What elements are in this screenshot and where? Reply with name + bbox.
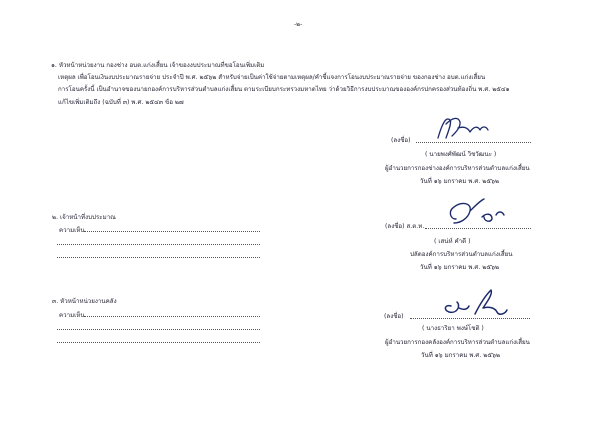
signer-name-1: ( นายพงศ์พัฒน์ วิชวัฒนะ )	[425, 151, 497, 158]
opinion-line	[57, 244, 260, 245]
signer-name-2: ( เสน่ห์ คำดี )	[434, 238, 471, 245]
section-2-opinion-label: ความเห็น	[59, 227, 85, 234]
signature-date-1: วันที่ ๑๖ มกราคม พ.ศ. ๒๕๖๒	[420, 178, 500, 185]
section-1-line-2: การโอนครั้งนี้ เป็นอำนาจของนายกองค์การบริหารส่วนตำบลแก่งเสี้ยน ตามระเบียบกระทรวงมหาดไทย ว่าด้วยวิธีการงบประมาณขององค์กรปกครองส่วนท้องถิ่น พ.ศ. ๒๕๔๑	[58, 86, 510, 94]
signer-position-1: ผู้อำนวยการกองช่างองค์การบริหารส่วนตำบลแก่งเสี้ยน	[385, 165, 530, 172]
signature-date-3: วันที่ ๑๖ มกราคม พ.ศ. ๒๕๖๒	[421, 352, 501, 359]
page-number: -๒-	[294, 21, 303, 28]
sign-label: (ลงชื่อ) ส.ต.ท.	[385, 223, 425, 230]
handwritten-signature-3	[435, 288, 515, 322]
section-1-line-3: แก้ไขเพิ่มเติมถึง (ฉบับที่ ๓) พ.ศ. ๒๕๔๓ ข้อ ๒๗	[58, 98, 184, 106]
opinion-line	[57, 342, 260, 343]
section-3-opinion-label: ความเห็น	[59, 312, 85, 319]
section-1-title: ๑. หัวหน้าหน่วยงาน กองช่าง อบต.แก่งเสี้ยน เจ้าของงบประมาณที่ขอโอนเพิ่มเติม	[51, 62, 265, 69]
sign-label: (ลงชื่อ)	[391, 137, 411, 144]
signer-position-3: ผู้อำนวยการกองคลังองค์การบริหารส่วนตำบลแก่งเสี้ยน	[385, 339, 530, 346]
section-2-title: ๒. เจ้าหน้าที่งบประมาณ	[52, 214, 116, 221]
section-3-title: ๓. หัวหน้าหน่วยงานคลัง	[52, 298, 117, 305]
signer-position-2: ปลัดองค์การบริหารส่วนตำบลแก่งเสี้ยน	[410, 251, 513, 258]
handwritten-signature-2	[442, 197, 508, 231]
section-1	[45, 60, 565, 109]
signature-date-2: วันที่ ๑๖ มกราคม พ.ศ. ๒๕๖๒	[420, 264, 500, 271]
opinion-line	[57, 329, 260, 330]
opinion-line	[84, 231, 260, 232]
opinion-line	[57, 257, 260, 258]
handwritten-signature-1	[434, 114, 494, 144]
opinion-line	[84, 316, 260, 317]
sign-label: (ลงชื่อ)	[384, 313, 404, 320]
signer-name-3: ( นางธาริยา พงษ์โชติ )	[422, 325, 484, 332]
section-1-line-1: เหตุผล เพื่อโอนเงินงบประมาณรายจ่าย ประจำปี พ.ศ. ๒๕๖๒ สำหรับจ่ายเป็นค่าใช้จ่ายตามเหตุผล/คำชี้แจงการโอนงบประมาณรายจ่าย ของกองช่าง อบต.แก่งเสี้ยน	[58, 74, 486, 82]
